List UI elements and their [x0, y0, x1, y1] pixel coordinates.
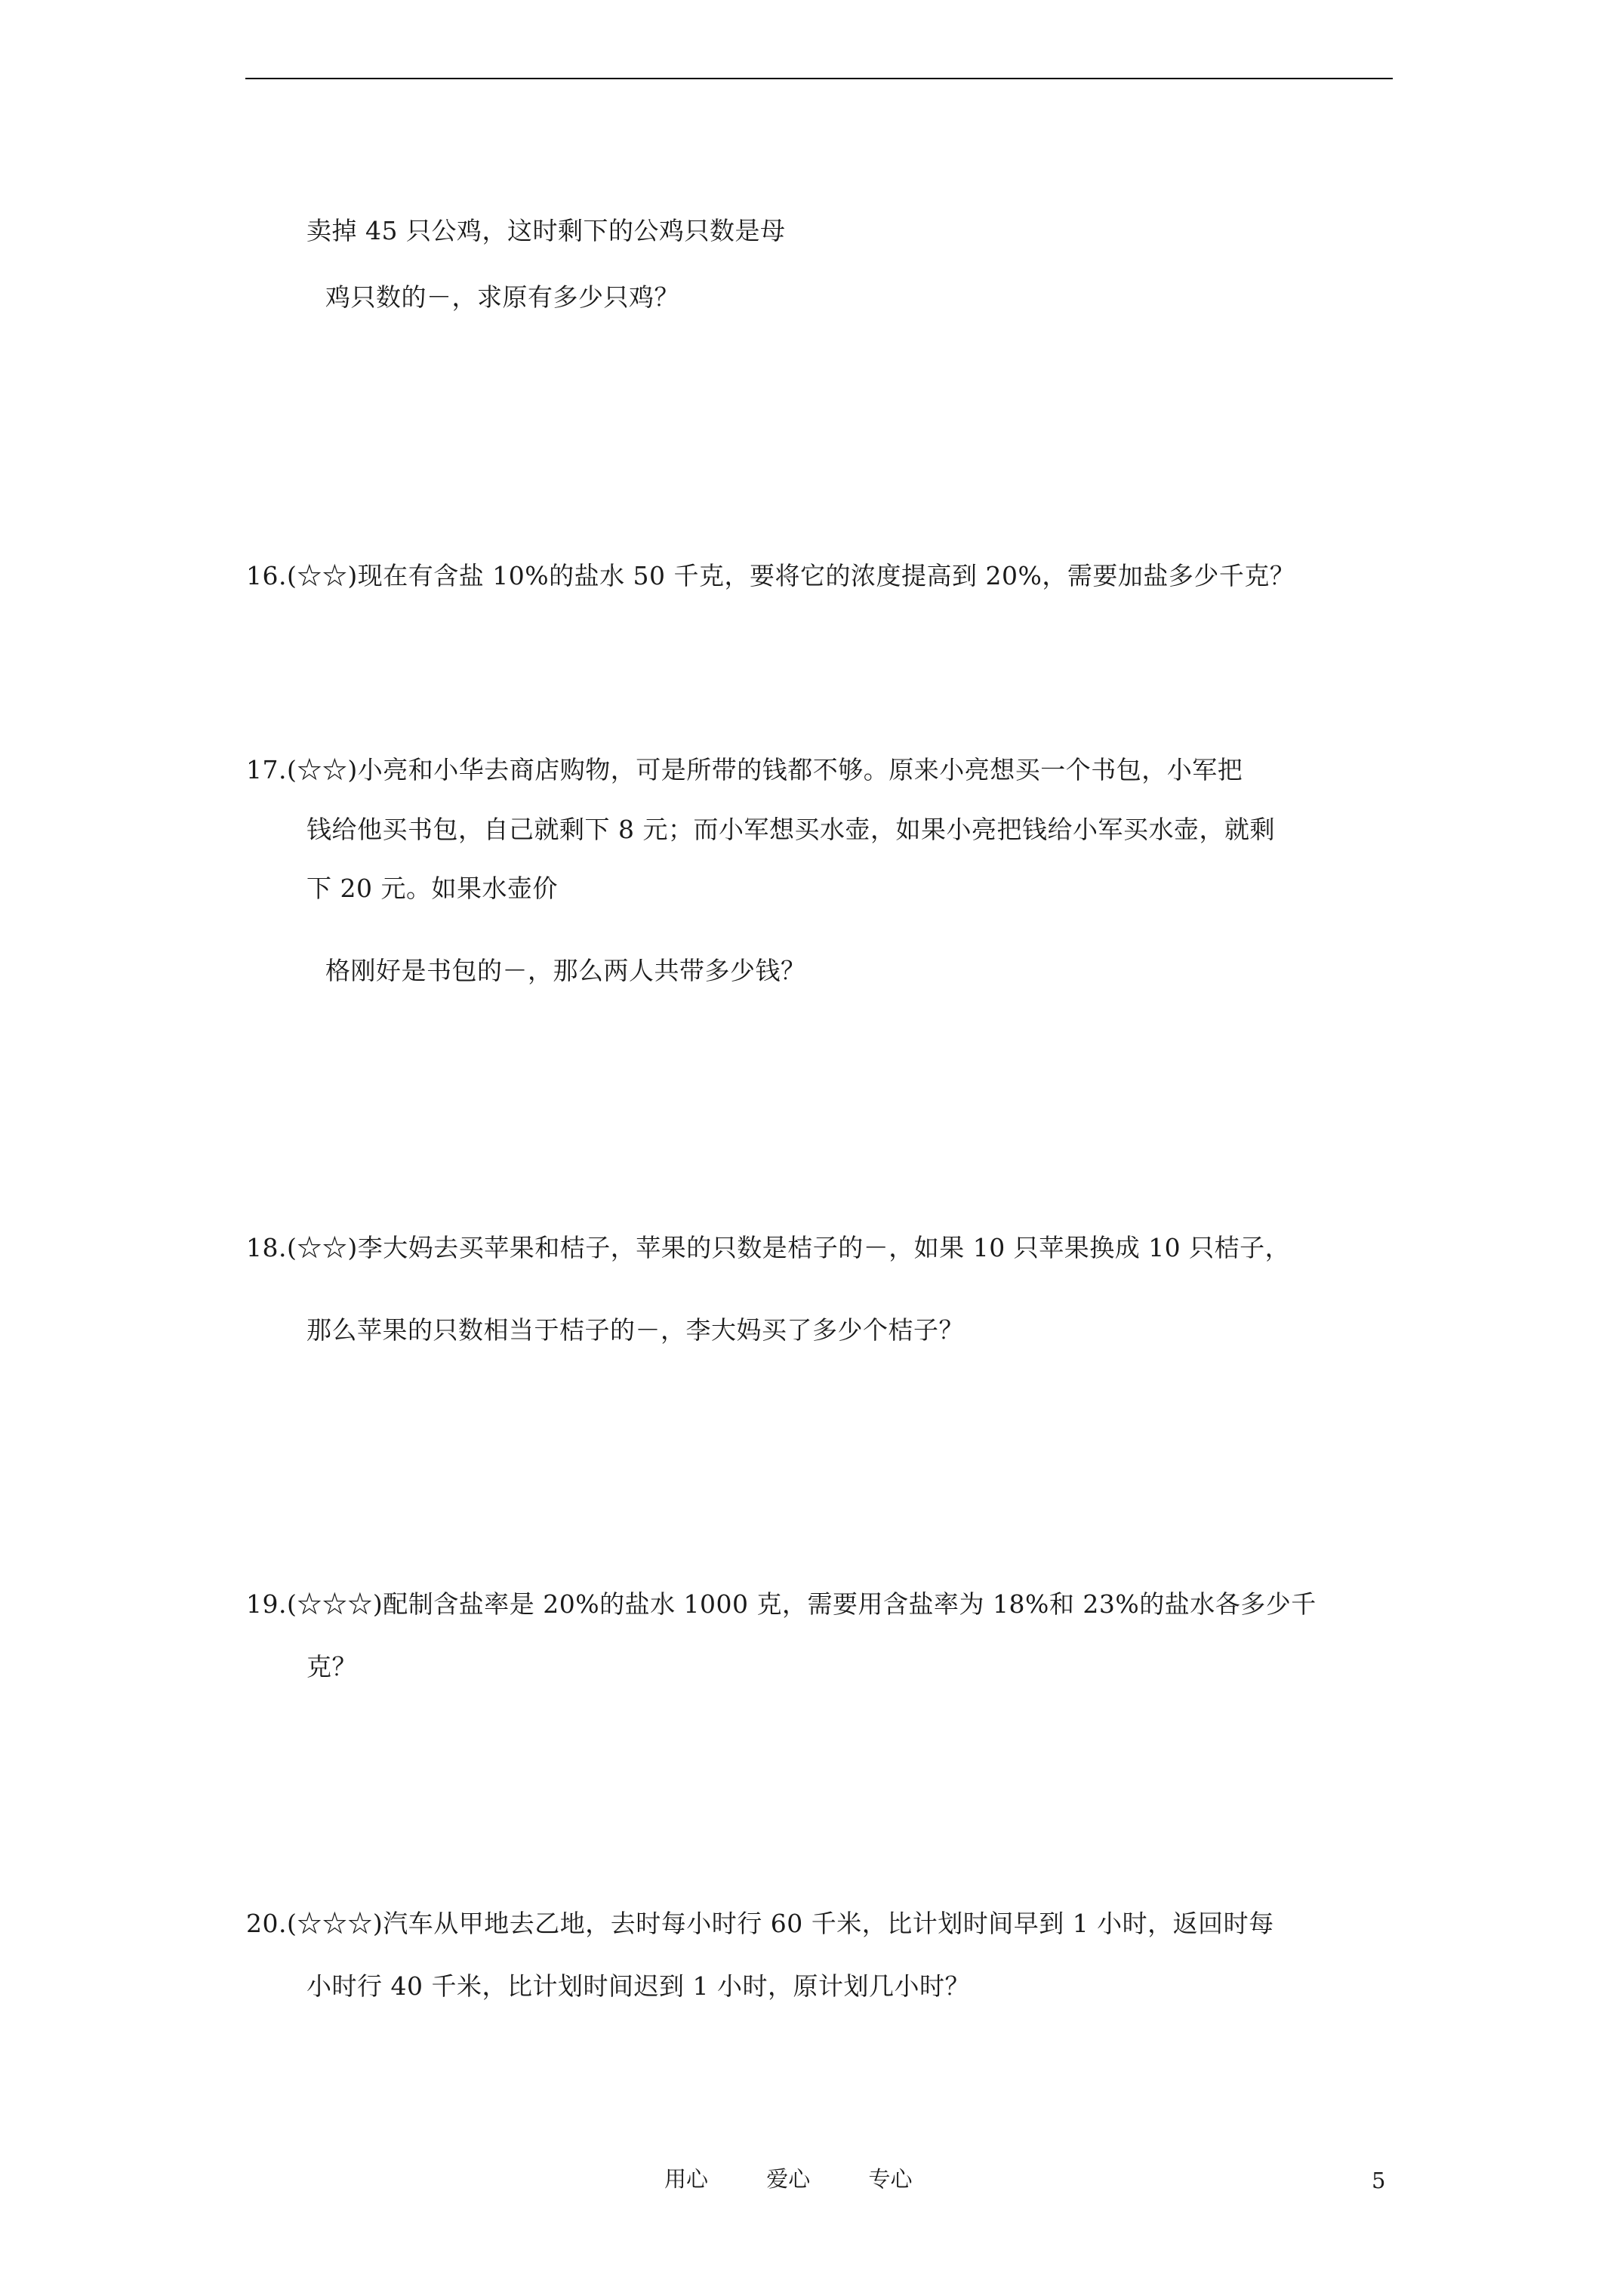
footer-motto-word: 爱心: [766, 2166, 811, 2192]
problem-20-line-2: 小时行 40 千米，比计划时间迟到 1 小时，原计划几小时？: [306, 1971, 970, 2001]
problem-15-line-3: 鸡只数的－，求原有多少只鸡？: [325, 282, 679, 312]
footer-motto-word: 专心: [868, 2166, 913, 2192]
problem-17-line-2: 钱给他买书包，自己就剩下 8 元；而小军想买水壶，如果小亮把钱给小军买水壶，就剩: [306, 815, 1275, 844]
problem-18-line-2: 那么苹果的只数相当于桔子的－，李大妈买了多少个桔子？: [306, 1315, 964, 1345]
problem-18-line-1: 18.(☆☆)李大妈去买苹果和桔子，苹果的只数是桔子的－，如果 10 只苹果换成 10 只桔子，: [246, 1233, 1291, 1262]
problem-17-line-3: 下 20 元。如果水壶价: [306, 874, 558, 903]
problem-17-line-4: 格刚好是书包的－，那么两人共带多少钱？: [325, 956, 806, 985]
problem-15-line-2: 卖掉 45 只公鸡，这时剩下的公鸡只数是母: [306, 216, 786, 245]
page-number: 5: [1372, 2168, 1386, 2193]
footer-motto-word: 用心: [664, 2166, 709, 2192]
header-rule: [245, 78, 1393, 79]
problem-16-line-1: 16.(☆☆)现在有含盐 10%的盐水 50 千克，要将它的浓度提高到 20%，需要加盐多少千克？: [246, 561, 1295, 590]
footer-motto: [664, 2164, 912, 2194]
problem-19-line-2: 克？: [306, 1652, 357, 1681]
problem-20-line-1: 20.(☆☆☆)汽车从甲地去乙地，去时每小时行 60 千米，比计划时间早到 1 小时，返回时每: [246, 1909, 1274, 1938]
problem-19-line-1: 19.(☆☆☆)配制含盐率是 20%的盐水 1000 克，需要用含盐率为 18%和 23%的盐水各多少千: [246, 1589, 1317, 1619]
problem-17-line-1: 17.(☆☆)小亮和小华去商店购物，可是所带的钱都不够。原来小亮想买一个书包，小军把: [246, 755, 1243, 784]
